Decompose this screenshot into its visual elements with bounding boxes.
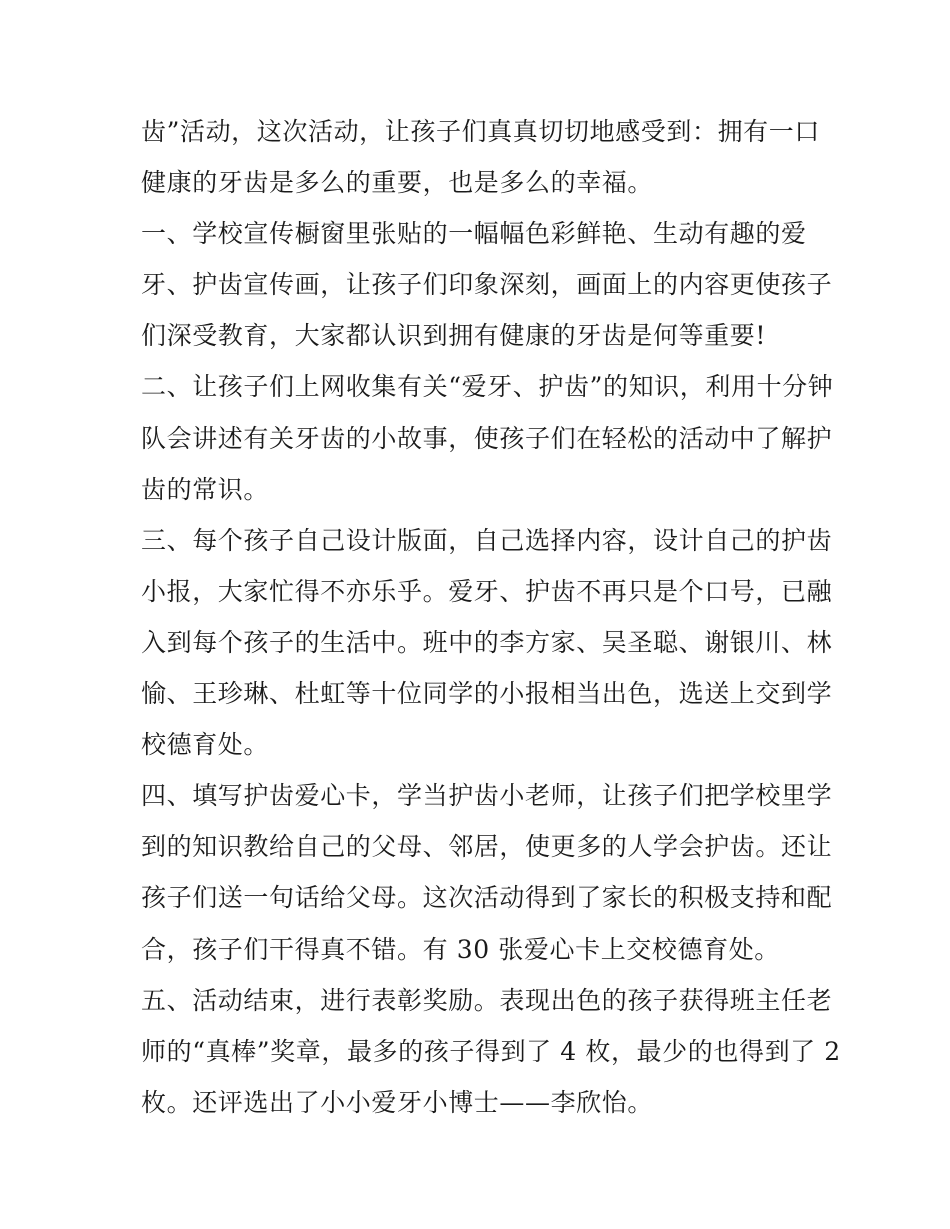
- text-line: 师的“真棒”奖章，最多的孩子得到了 4 枚，最少的也得到了 2: [141, 1036, 841, 1066]
- text-line: 一、学校宣传橱窗里张贴的一幅幅色彩鲜艳、生动有趣的爱: [141, 219, 807, 249]
- text-line: 三、每个孩子自己设计版面，自己选择内容，设计自己的护齿: [141, 525, 833, 555]
- document-body: [141, 106, 841, 1128]
- text-line: 入到每个孩子的生活中。班中的李方家、吴圣聪、谢银川、林: [141, 627, 833, 657]
- text-line: 健康的牙齿是多么的重要，也是多么的幸福。: [141, 168, 654, 198]
- text-line: 们深受教育，大家都认识到拥有健康的牙齿是何等重要!: [141, 321, 767, 351]
- text-line: 齿的常识。: [141, 474, 270, 504]
- text-line: 齿”活动，这次活动，让孩子们真真切切地感受到：拥有一口: [141, 117, 820, 146]
- text-line: 牙、护齿宣传画，让孩子们印象深刻，画面上的内容更使孩子: [141, 270, 833, 300]
- text-line: 合，孩子们干得真不错。有 30 张爱心卡上交校德育处。: [141, 934, 780, 964]
- text-line: 小报，大家忙得不亦乐乎。爱牙、护齿不再只是个口号，已融: [141, 576, 833, 606]
- text-line: 枚。还评选出了小小爱牙小博士——李欣怡。: [141, 1087, 654, 1117]
- text-line: 四、填写护齿爱心卡，学当护齿小老师，让孩子们把学校里学: [141, 781, 833, 811]
- text-line: 孩子们送一句话给父母。这次活动得到了家长的积极支持和配: [141, 883, 833, 913]
- text-line: 五、活动结束，进行表彰奖励。表现出色的孩子获得班主任老: [141, 985, 833, 1015]
- text-line: 到的知识教给自己的父母、邻居，使更多的人学会护齿。还让: [141, 832, 833, 862]
- text-line: 校德育处。: [141, 730, 270, 760]
- text-line: 愉、王珍琳、杜虹等十位同学的小报相当出色，选送上交到学: [141, 679, 833, 709]
- text-line: 队会讲述有关牙齿的小故事，使孩子们在轻松的活动中了解护: [141, 423, 833, 453]
- text-line: 二、让孩子们上网收集有关“爱牙、护齿”的知识，利用十分钟: [141, 372, 834, 402]
